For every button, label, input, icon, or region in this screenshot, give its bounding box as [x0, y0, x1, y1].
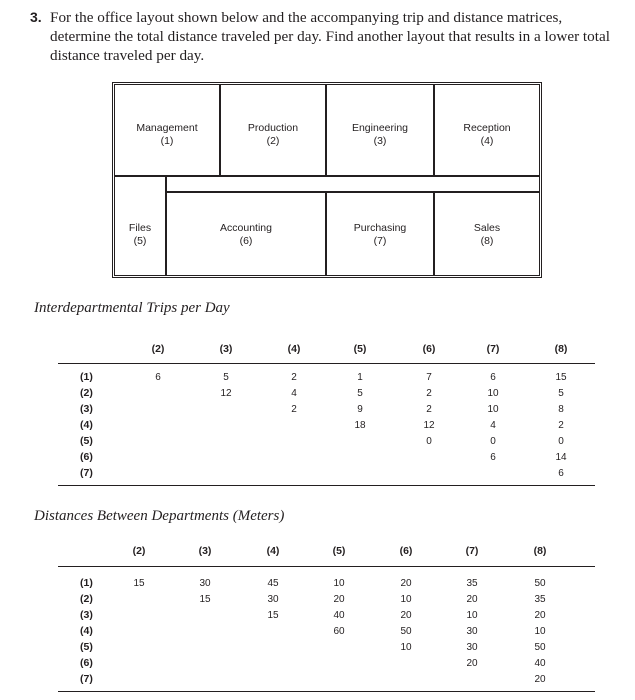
- label-accounting: Accounting (6): [220, 222, 272, 247]
- trips-cell: 10: [487, 404, 499, 415]
- trips-title: Interdepartmental Trips per Day: [34, 300, 230, 316]
- distances-cell: 45: [267, 578, 279, 589]
- distances-cell: 30: [199, 578, 211, 589]
- distances-cell: 20: [400, 610, 412, 621]
- distances-cell: 35: [466, 578, 478, 589]
- trips-cell: 9: [357, 404, 363, 415]
- distances-cell: 20: [534, 674, 546, 685]
- distances-column-header: (5): [332, 545, 346, 557]
- distances-cell: 10: [400, 594, 412, 605]
- room-hallway: [166, 176, 540, 192]
- distances-bottom-rule: [58, 691, 595, 692]
- distances-cell: 15: [199, 594, 211, 605]
- distances-cell: 20: [534, 610, 546, 621]
- trips-column-header: (2): [151, 343, 165, 355]
- label-reception: Reception (4): [463, 122, 511, 147]
- distances-cell: 30: [466, 642, 478, 653]
- trips-row-header: (2): [80, 387, 93, 399]
- trips-row-header: (4): [80, 419, 93, 431]
- problem-text: For the office layout shown below and the accompanying trip and distance matrices, determine the total distance traveled per day. Find another layout that results in a lower total distance traveled per day.: [50, 9, 610, 64]
- distances-column-header: (8): [533, 545, 547, 557]
- distances-cell: 20: [466, 594, 478, 605]
- trips-cell: 2: [291, 404, 297, 415]
- trips-cell: 12: [220, 388, 232, 399]
- trips-cell: 0: [490, 436, 496, 447]
- distances-row-header: (7): [80, 673, 93, 685]
- distances-cell: 20: [466, 658, 478, 669]
- trips-cell: 5: [558, 388, 564, 399]
- distances-cell: 50: [534, 578, 546, 589]
- trips-cell: 8: [558, 404, 564, 415]
- distances-cell: 15: [133, 578, 145, 589]
- distances-column-header: (4): [266, 545, 280, 557]
- trips-cell: 4: [291, 388, 297, 399]
- trips-cell: 0: [426, 436, 432, 447]
- trips-cell: 6: [490, 452, 496, 463]
- trips-row-header: (5): [80, 435, 93, 447]
- trips-row-header: (6): [80, 451, 93, 463]
- trips-column-header: (8): [554, 343, 568, 355]
- trips-cell: 7: [426, 372, 432, 383]
- trips-cell: 6: [558, 468, 564, 479]
- trips-cell: 18: [354, 420, 366, 431]
- trips-cell: 6: [155, 372, 161, 383]
- distances-title: Distances Between Departments (Meters): [34, 508, 285, 524]
- distances-row-header: (3): [80, 609, 93, 621]
- distances-cell: 10: [400, 642, 412, 653]
- trips-cell: 12: [423, 420, 435, 431]
- distances-column-header: (2): [132, 545, 146, 557]
- distances-cell: 50: [400, 626, 412, 637]
- label-purchasing: Purchasing (7): [353, 222, 407, 247]
- distances-cell: 35: [534, 594, 546, 605]
- trips-cell: 14: [555, 452, 567, 463]
- distances-header-rule: [58, 566, 595, 567]
- label-sales: Sales (8): [473, 222, 501, 247]
- distances-row-header: (1): [80, 577, 93, 589]
- problem-number: 3.: [30, 9, 42, 25]
- trips-column-header: (3): [219, 343, 233, 355]
- trips-row-header: (1): [80, 371, 93, 383]
- trips-cell: 1: [357, 372, 363, 383]
- trips-cell: 0: [558, 436, 564, 447]
- distances-row-header: (5): [80, 641, 93, 653]
- trips-column-header: (7): [486, 343, 500, 355]
- trips-cell: 5: [223, 372, 229, 383]
- trips-cell: 2: [291, 372, 297, 383]
- distances-row-header: (4): [80, 625, 93, 637]
- trips-cell: 10: [487, 388, 499, 399]
- distances-row-header: (2): [80, 593, 93, 605]
- label-production: Production (2): [247, 122, 299, 147]
- distances-cell: 40: [333, 610, 345, 621]
- trips-cell: 2: [558, 420, 564, 431]
- trips-column-header: (4): [287, 343, 301, 355]
- distances-column-header: (3): [198, 545, 212, 557]
- distances-cell: 20: [333, 594, 345, 605]
- label-engineering: Engineering (3): [351, 122, 409, 147]
- distances-cell: 15: [267, 610, 279, 621]
- distances-cell: 10: [333, 578, 345, 589]
- distances-row-header: (6): [80, 657, 93, 669]
- trips-cell: 2: [426, 388, 432, 399]
- trips-row-header: (7): [80, 467, 93, 479]
- trips-column-header: (6): [422, 343, 436, 355]
- distances-cell: 60: [333, 626, 345, 637]
- trips-column-header: (5): [353, 343, 367, 355]
- trips-bottom-rule: [58, 485, 595, 486]
- trips-row-header: (3): [80, 403, 93, 415]
- trips-cell: 6: [490, 372, 496, 383]
- trips-cell: 5: [357, 388, 363, 399]
- label-files: Files (5): [128, 222, 152, 247]
- label-management: Management (1): [136, 122, 198, 147]
- distances-cell: 20: [400, 578, 412, 589]
- trips-cell: 4: [490, 420, 496, 431]
- distances-cell: 30: [267, 594, 279, 605]
- distances-cell: 10: [534, 626, 546, 637]
- distances-column-header: (7): [465, 545, 479, 557]
- distances-cell: 50: [534, 642, 546, 653]
- trips-header-rule: [58, 363, 595, 364]
- trips-cell: 15: [555, 372, 567, 383]
- distances-column-header: (6): [399, 545, 413, 557]
- distances-cell: 40: [534, 658, 546, 669]
- distances-cell: 10: [466, 610, 478, 621]
- distances-cell: 30: [466, 626, 478, 637]
- trips-cell: 2: [426, 404, 432, 415]
